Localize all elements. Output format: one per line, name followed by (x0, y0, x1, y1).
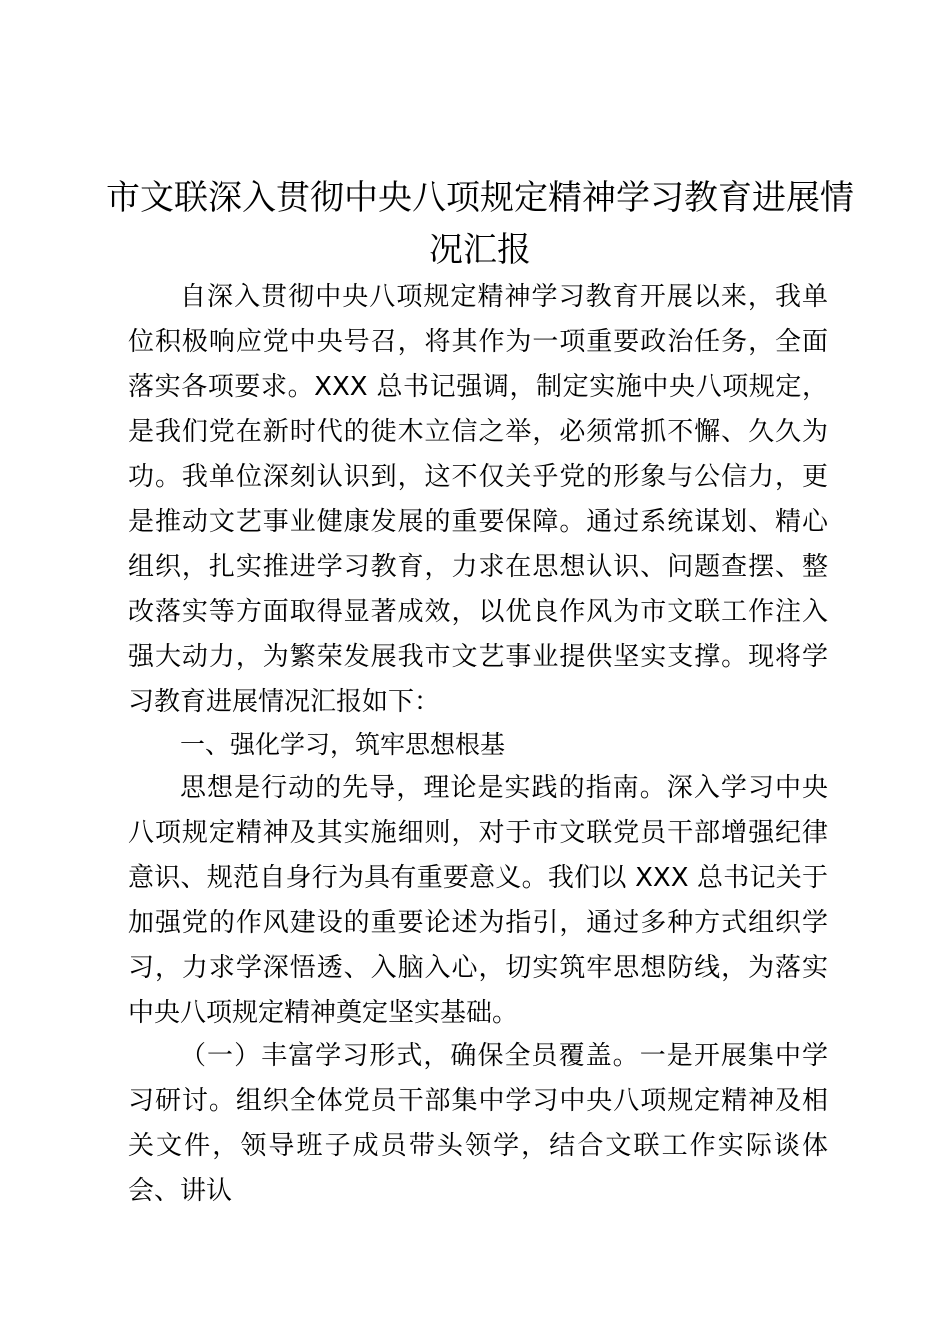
document-title: 市文联深入贯彻中央八项规定精神学习教育进展情况汇报 (106, 178, 854, 270)
section-heading: 一、强化学习，筑牢思想根基 (180, 730, 506, 759)
section-paragraph: 思想是行动的先导，理论是实践的指南。深入学习中央八项规定精神及其实施细则，对于市文联党员干部增强纪律意识、规范自身行为具有重要意义。我们以 XXX 总书记关于加强党的作风建设的重要论述为指引，通过多种方式组织学习，力求学深悟透、入脑入心，切实筑牢思想防线，为落实中央八项规定精神奠定坚实基础。 (128, 773, 828, 1028)
subsection-paragraph: （一）丰富学习形式，确保全员覆盖。一是开展集中学习研讨。组织全体党员干部集中学习中央八项规定精神及相关文件，领导班子成员带头领学，结合文联工作实际谈体会、讲认 (128, 1041, 828, 1206)
intro-paragraph: 自深入贯彻中央八项规定精神学习教育开展以来，我单位积极响应党中央号召，将其作为一项重要政治任务，全面落实各项要求。XXX 总书记强调，制定实施中央八项规定，是我们党在新时代的徙木立信之举，必须常抓不懈、久久为功。我单位深刻认识到，这不仅关乎党的形象与公信力，更是推动文艺事业健康发展的重要保障。通过系统谋划、精心组织，扎实推进学习教育，力求在思想认识、问题查摆、整改落实等方面取得显著成效，以优良作风为市文联工作注入强大动力，为繁荣发展我市文艺事业提供坚实支撑。现将学习教育进展情况汇报如下： (128, 282, 828, 717)
